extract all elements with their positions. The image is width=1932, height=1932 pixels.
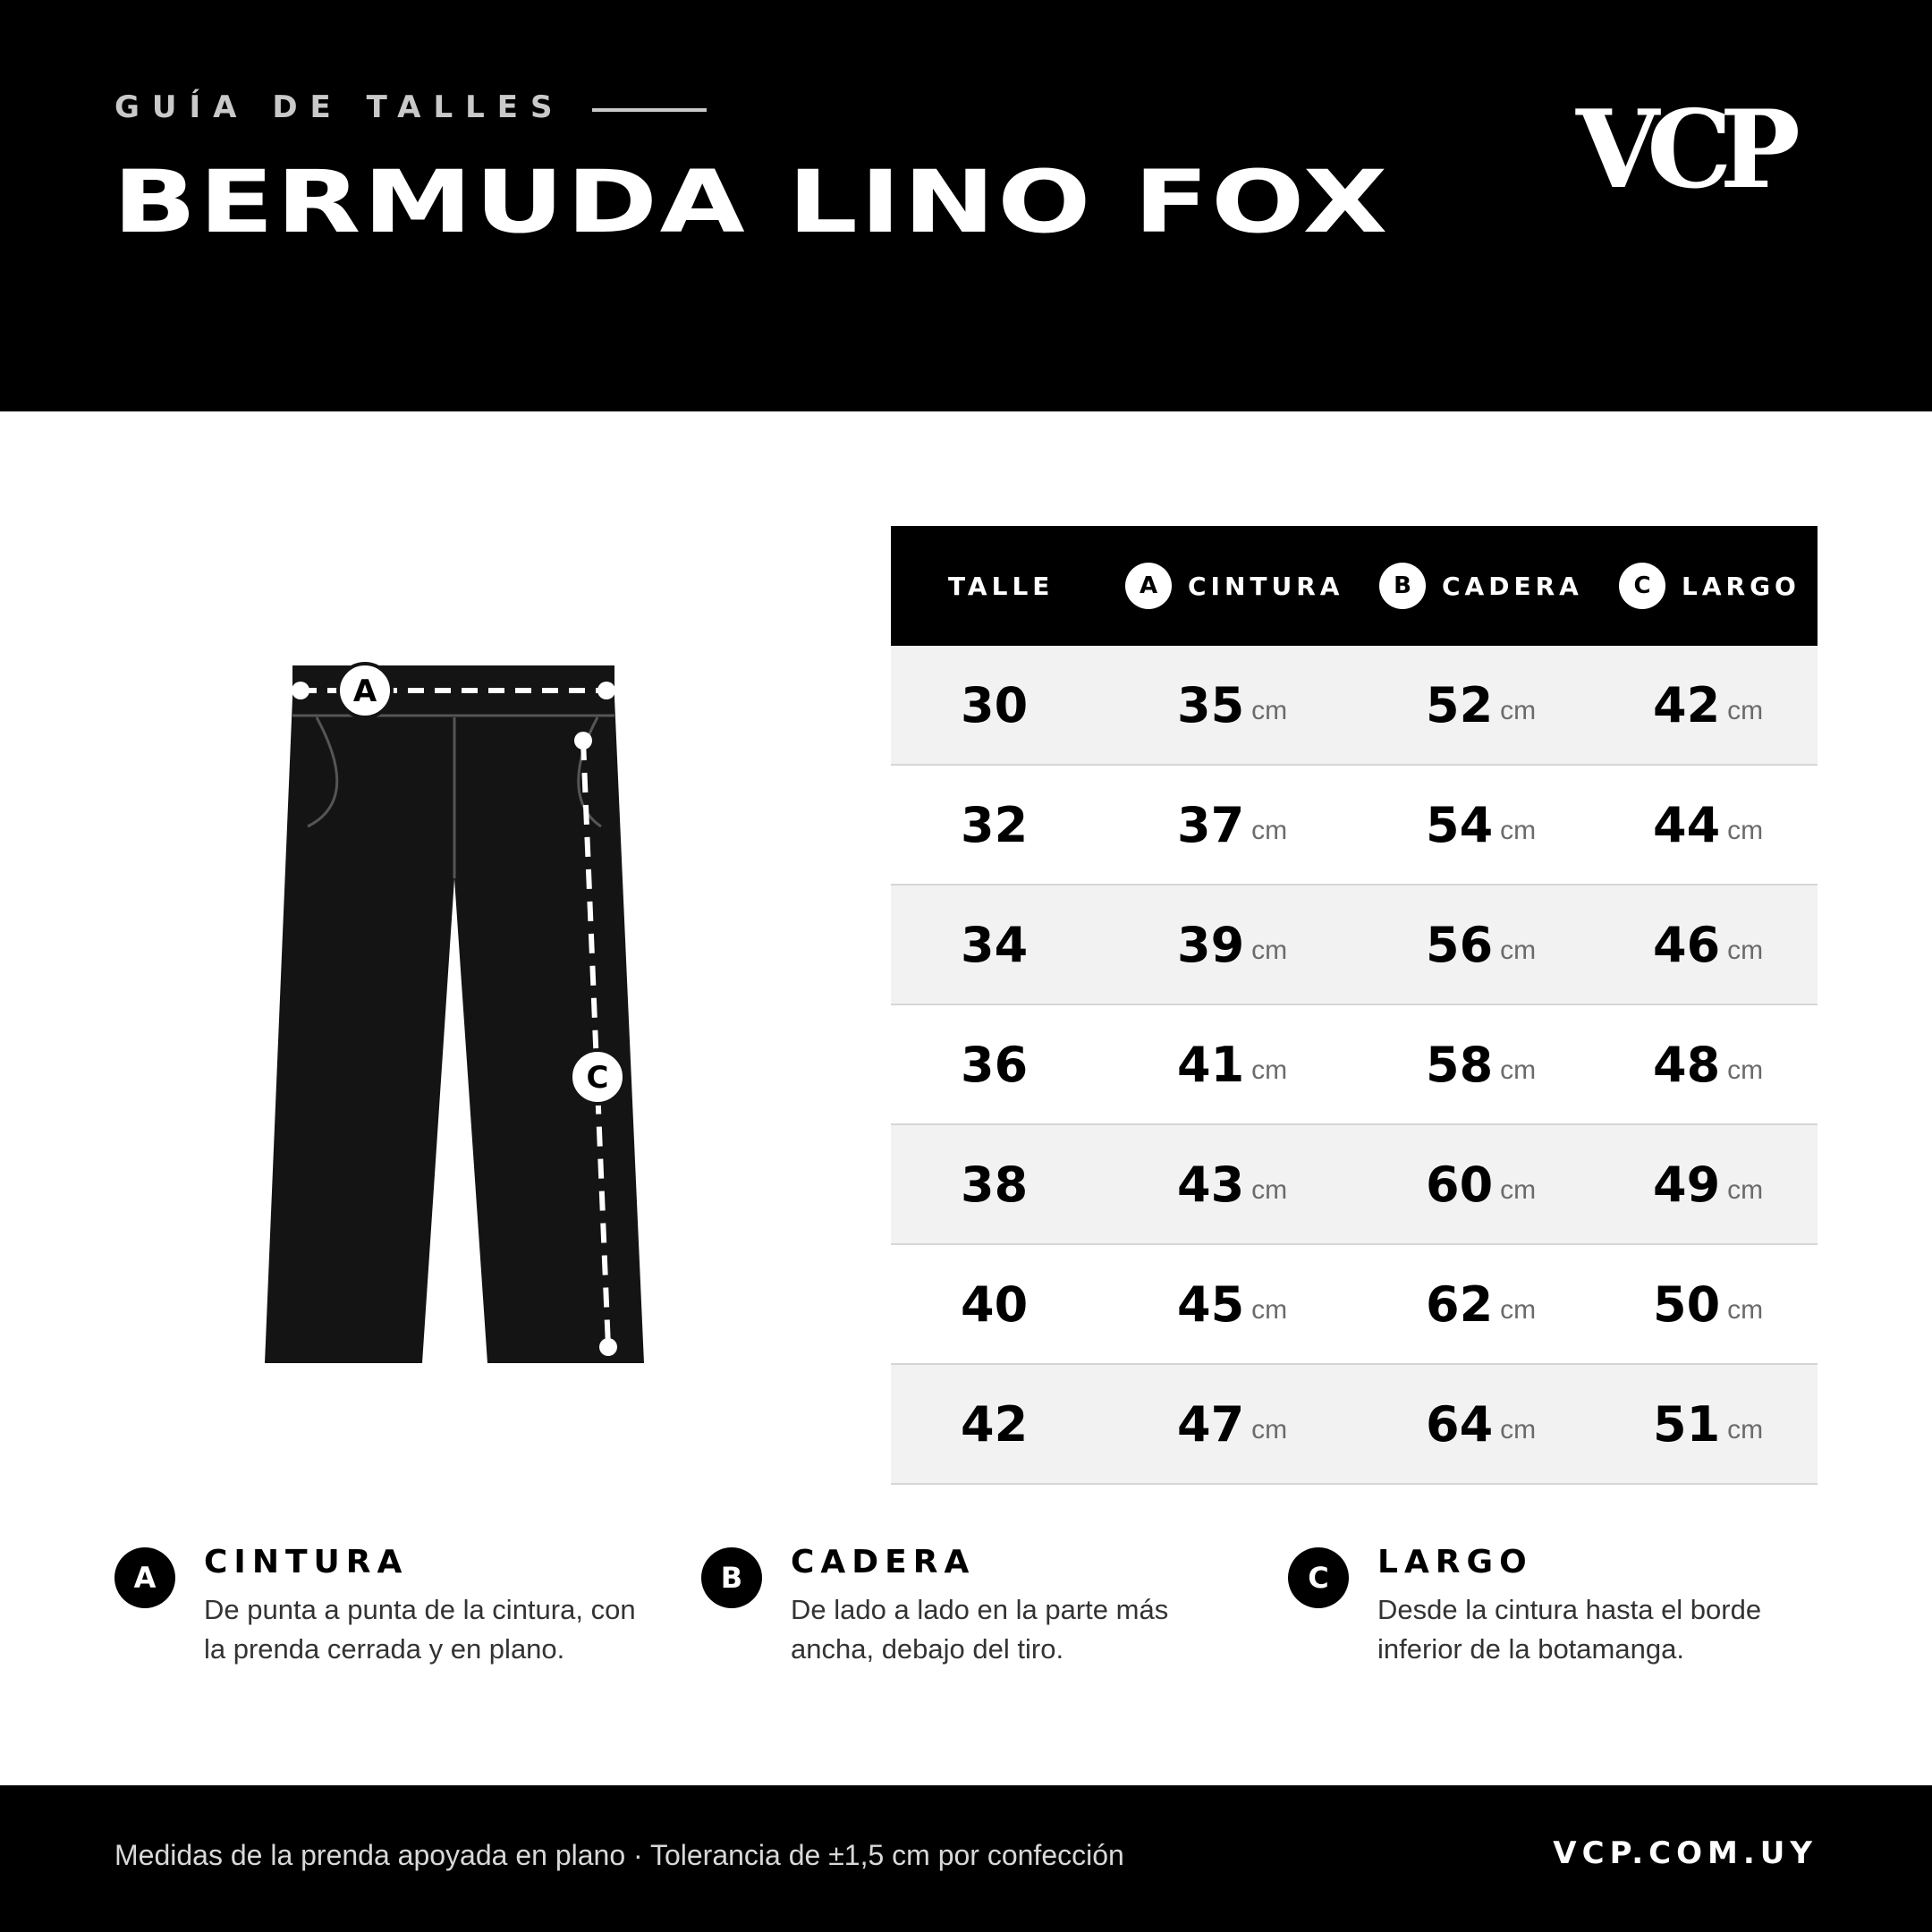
cell-cadera (1426, 646, 1536, 764)
value: 50 (1653, 1275, 1721, 1333)
badge-b: B (1379, 563, 1426, 609)
badge-a: A (1125, 563, 1172, 609)
legend-title: CADERA (791, 1544, 976, 1580)
unit: cm (1727, 936, 1764, 965)
cell-largo (1653, 1245, 1763, 1363)
unit: cm (1251, 936, 1288, 965)
cell-talle (961, 1005, 1028, 1123)
cell-cadera (1426, 886, 1536, 1004)
website-link[interactable]: VCP.COM.UY (1553, 1835, 1818, 1871)
legend-badge-b: B (701, 1547, 762, 1608)
unit: cm (1727, 1055, 1764, 1085)
marker-a-label: A (352, 674, 377, 709)
col-label: LARGO (1682, 571, 1801, 601)
cell-cintura (1177, 646, 1287, 764)
cell-largo (1653, 766, 1763, 884)
value: 36 (961, 1036, 1029, 1093)
value: 54 (1426, 796, 1494, 853)
table-row (891, 1005, 1818, 1125)
footer-band (0, 1785, 1932, 1932)
col-label: CADERA (1442, 571, 1583, 601)
unit: cm (1500, 1055, 1537, 1085)
cell-cadera (1426, 1005, 1536, 1123)
cell-cintura (1177, 1005, 1287, 1123)
unit: cm (1500, 936, 1537, 965)
col-header-largo (1619, 526, 1801, 646)
value: 39 (1177, 916, 1245, 973)
cell-cadera (1426, 1245, 1536, 1363)
value: 44 (1653, 796, 1721, 853)
header-band (0, 0, 1932, 411)
table-header (891, 526, 1818, 646)
cell-cintura (1177, 886, 1287, 1004)
footer-note: Medidas de la prenda apoyada en plano · Tolerancia de ±1,5 cm por confección (114, 1839, 1124, 1871)
cell-talle (961, 646, 1028, 764)
measure-end (597, 682, 615, 699)
value: 30 (961, 676, 1029, 733)
unit: cm (1727, 816, 1764, 845)
measure-end (292, 682, 309, 699)
eyebrow-label: GUÍA DE TALLES (114, 89, 565, 125)
unit: cm (1251, 1415, 1288, 1445)
eyebrow-rule (592, 108, 707, 112)
cell-cadera (1426, 766, 1536, 884)
legend-badge-a: A (114, 1547, 175, 1608)
cell-cintura (1177, 1245, 1287, 1363)
unit: cm (1727, 1175, 1764, 1205)
page-title: BERMUDA LINO FOX (113, 152, 1390, 252)
unit: cm (1727, 1415, 1764, 1445)
unit: cm (1500, 1415, 1537, 1445)
cell-cadera (1426, 1125, 1536, 1243)
unit: cm (1500, 816, 1537, 845)
cell-largo (1653, 1125, 1763, 1243)
value: 52 (1426, 676, 1494, 733)
table-row (891, 766, 1818, 886)
cell-largo (1653, 1365, 1763, 1483)
cell-largo (1653, 1005, 1763, 1123)
measure-end (574, 732, 592, 750)
value: 35 (1177, 676, 1245, 733)
col-label: TALLE (948, 571, 1055, 601)
unit: cm (1500, 1175, 1537, 1205)
unit: cm (1251, 1295, 1288, 1325)
value: 60 (1426, 1156, 1494, 1213)
value: 62 (1426, 1275, 1494, 1333)
unit: cm (1251, 816, 1288, 845)
table-row (891, 1125, 1818, 1245)
brand-logo: VCP (1576, 87, 1788, 213)
cell-largo (1653, 886, 1763, 1004)
unit: cm (1251, 696, 1288, 725)
table-row (891, 886, 1818, 1005)
value: 41 (1177, 1036, 1245, 1093)
cell-cintura (1177, 1365, 1287, 1483)
value: 49 (1653, 1156, 1721, 1213)
value: 51 (1653, 1395, 1721, 1453)
badge-c: C (1619, 563, 1665, 609)
unit: cm (1251, 1055, 1288, 1085)
value: 58 (1426, 1036, 1494, 1093)
marker-c-label: C (586, 1060, 609, 1096)
value: 40 (961, 1275, 1029, 1333)
value: 45 (1177, 1275, 1245, 1333)
value: 47 (1177, 1395, 1245, 1453)
cell-cintura (1177, 1125, 1287, 1243)
cell-talle (961, 1245, 1028, 1363)
cell-talle (961, 766, 1028, 884)
legend-description: De punta a punta de la cintura, con la prenda cerrada y en plano. (204, 1594, 636, 1665)
cell-cadera (1426, 1365, 1536, 1483)
value: 42 (961, 1395, 1029, 1453)
legend-badge-c: C (1288, 1547, 1349, 1608)
col-label: CINTURA (1188, 571, 1344, 601)
value: 34 (961, 916, 1029, 973)
legend-title: LARGO (1377, 1544, 1533, 1580)
table-row (891, 1245, 1818, 1365)
unit: cm (1727, 1295, 1764, 1325)
unit: cm (1500, 1295, 1537, 1325)
cell-talle (961, 886, 1028, 1004)
value: 37 (1177, 796, 1245, 853)
unit: cm (1727, 696, 1764, 725)
col-header-talle (948, 526, 1054, 646)
value: 56 (1426, 916, 1494, 973)
cell-largo (1653, 646, 1763, 764)
legend-title: CINTURA (204, 1544, 409, 1580)
shorts-diagram (250, 644, 671, 1377)
value: 43 (1177, 1156, 1245, 1213)
measure-end (599, 1338, 617, 1356)
value: 42 (1653, 676, 1721, 733)
unit: cm (1500, 696, 1537, 725)
size-table (891, 526, 1818, 1485)
col-header-cintura (1125, 526, 1343, 646)
value: 64 (1426, 1395, 1494, 1453)
value: 32 (961, 796, 1029, 853)
value: 38 (961, 1156, 1029, 1213)
col-header-cadera (1379, 526, 1583, 646)
unit: cm (1251, 1175, 1288, 1205)
cell-talle (961, 1125, 1028, 1243)
cell-cintura (1177, 766, 1287, 884)
value: 48 (1653, 1036, 1721, 1093)
value: 46 (1653, 916, 1721, 973)
legend-description: Desde la cintura hasta el borde inferior de la botamanga. (1377, 1594, 1762, 1665)
table-row (891, 646, 1818, 766)
table-row (891, 1365, 1818, 1485)
cell-talle (961, 1365, 1028, 1483)
legend-description: De lado a lado en la parte más ancha, debajo del tiro. (791, 1594, 1169, 1665)
